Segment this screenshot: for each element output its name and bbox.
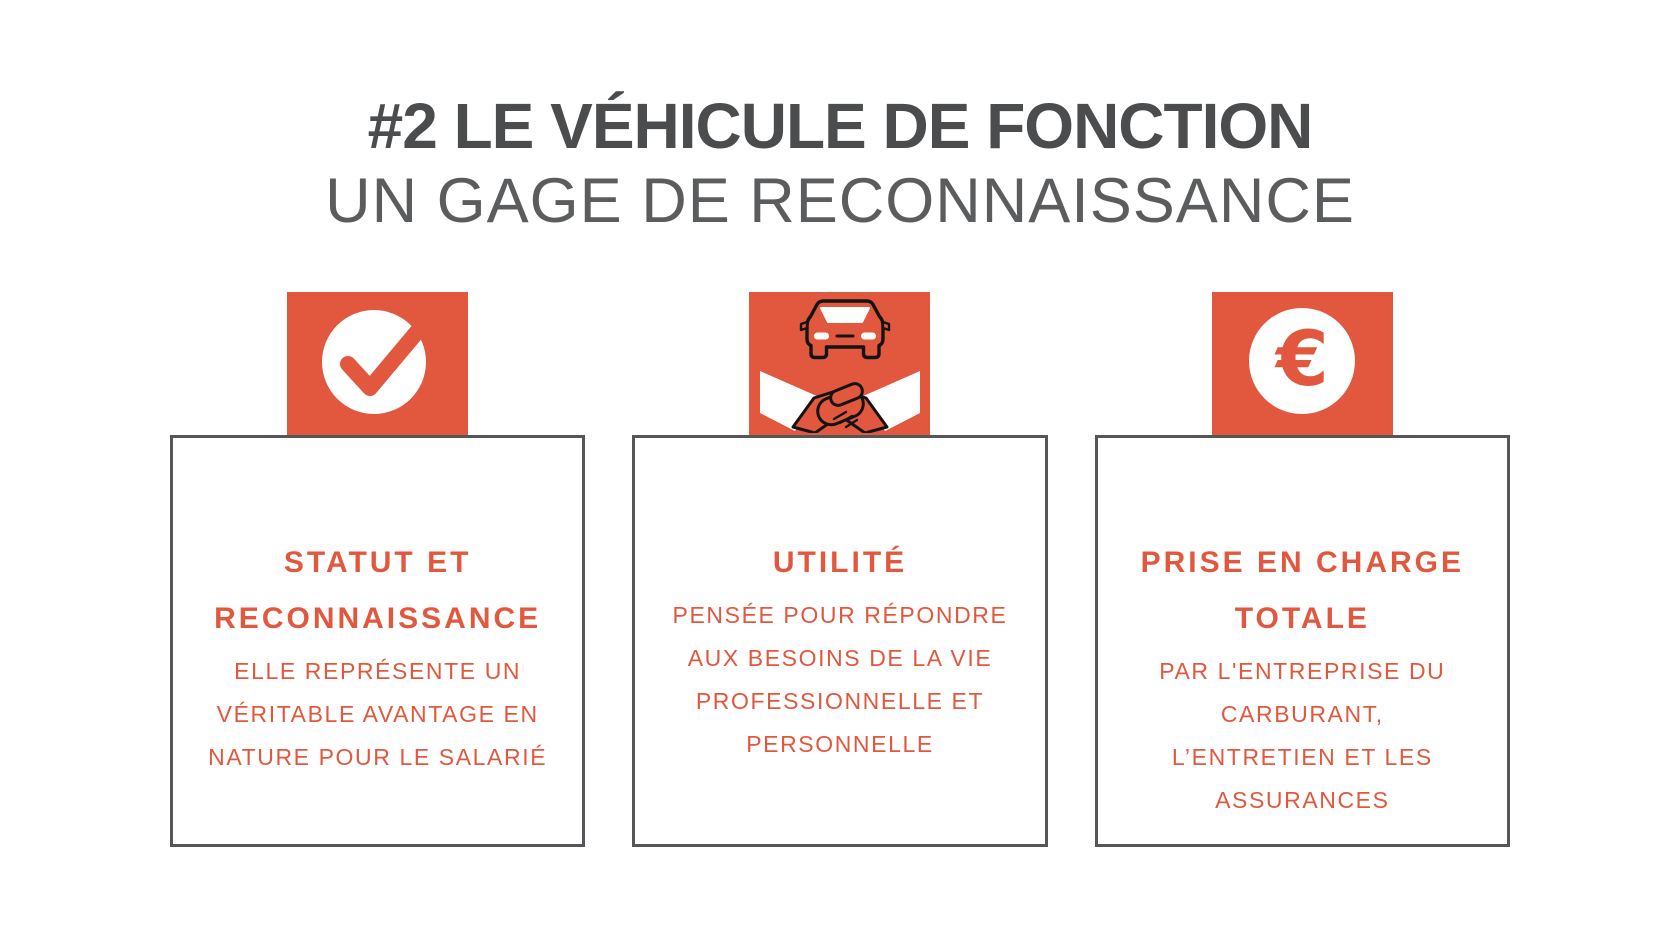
cards-row	[170, 292, 1510, 847]
title-line: PRISE EN CHARGE	[1140, 546, 1465, 579]
icon-box-euro	[1212, 292, 1393, 435]
card-statut-body	[170, 435, 585, 847]
header	[0, 0, 1680, 236]
card-text	[1098, 650, 1507, 822]
card-title	[1098, 535, 1507, 647]
card-title	[635, 535, 1044, 591]
card-prise-body	[1095, 435, 1510, 847]
card-statut-reconnaissance	[170, 292, 585, 847]
body-line: PENSÉE POUR RÉPONDRE	[672, 602, 1008, 628]
card-text	[173, 650, 582, 779]
card-prise-en-charge	[1095, 292, 1510, 847]
body-line: VÉRITABLE AVANTAGE EN	[216, 701, 539, 727]
body-line: PERSONNELLE	[746, 731, 934, 757]
body-line: CARBURANT,	[1220, 701, 1384, 727]
card-text	[635, 594, 1044, 766]
body-line: ELLE REPRÉSENTE UN	[234, 658, 522, 684]
body-line: L’ENTRETIEN ET LES	[1171, 744, 1433, 770]
page-title: #2 LE VÉHICULE DE FONCTION	[367, 90, 1313, 162]
icon-box-check	[287, 292, 468, 435]
body-line: PROFESSIONNELLE ET	[695, 688, 985, 714]
title-line: RECONNAISSANCE	[214, 602, 542, 635]
page-subtitle: UN GAGE DE RECONNAISSANCE	[325, 166, 1355, 236]
car-handshake-icon	[754, 295, 926, 433]
icon-box-car-handshake	[749, 292, 930, 435]
card-utilite-body	[632, 435, 1047, 847]
body-line: AUX BESOINS DE LA VIE	[687, 645, 993, 671]
euro-circle-icon	[1249, 308, 1355, 414]
title-line: STATUT ET	[283, 546, 472, 579]
body-line: ASSURANCES	[1215, 787, 1390, 813]
body-line: PAR L'ENTREPRISE DU	[1159, 658, 1446, 684]
card-utilite	[632, 292, 1047, 847]
euro-symbol: €	[1275, 313, 1329, 403]
title-line: UTILITÉ	[772, 546, 908, 579]
title-line: TOTALE	[1234, 602, 1370, 635]
card-title	[173, 535, 582, 647]
body-line: NATURE POUR LE SALARIÉ	[208, 744, 548, 770]
check-circle-icon	[318, 304, 438, 418]
